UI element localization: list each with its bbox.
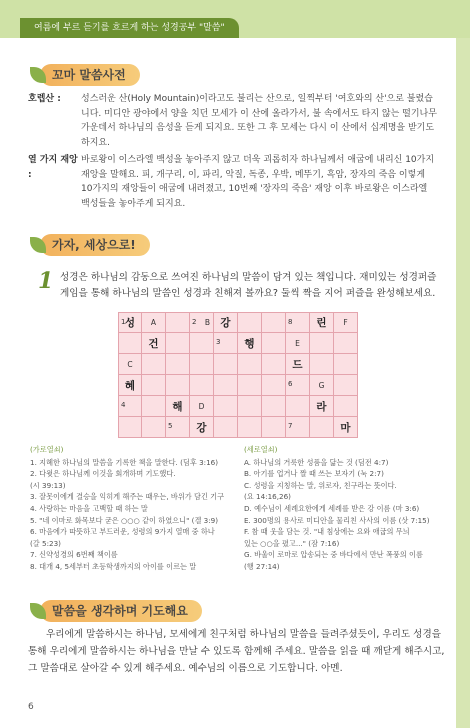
crossword-cell: [334, 375, 358, 396]
cell-character: 성: [124, 317, 136, 329]
crossword-cell: [190, 396, 214, 417]
clue-item: G. 바울이 로마로 압송되는 중 바다에서 만난 폭풍의 이름 (행 27:14): [244, 550, 423, 571]
dictionary-entry: [28, 153, 438, 211]
crossword-cell: [286, 396, 310, 417]
prayer-text: 우리에게 말씀하시는 하나님, 모세에게 친구처럼 하나님의 말씀을 들려주셨듯이, 우리도 성경을 통해 우리에게 말씀하시는 하나님을 만날 수 있도록 함께해 주세요. 말씀을 읽을 때 깨닫게 해주시고, 그 말씀대로 살아갈 수 있게 해주세요. 예수님의 이름으로 기도합니다. 아멘.: [28, 629, 445, 674]
crossword-cell: [238, 396, 262, 417]
crossword-cell: [334, 333, 358, 354]
crossword-cell: [310, 354, 334, 375]
cell-character: 강: [220, 317, 231, 329]
clue-item: D. 예수님이 세례요한에게 세례를 받은 강 이름 (마 3:6): [244, 503, 420, 513]
dictionary-desc: 바로왕이 이스라엘 백성을 놓아주지 않고 더욱 괴롭히자 하나님께서 애굽에 내리신 10가지 재앙을 말해요. 피, 개구리, 이, 파리, 악질, 독종, 우박, 메뚜기, 흑암, 장자의 죽음 이렇게 10가지의 재앙들이 애굽에 내려졌고, 10번째 '장자의 죽음' 재앙 이후 바로왕은 이스라엘 백성들을 놓아주게 되지요.: [81, 155, 435, 209]
leaf-icon: [30, 237, 46, 253]
crossword-cell: [334, 354, 358, 375]
cell-letter: F: [343, 318, 348, 327]
crossword-cell: [262, 312, 286, 333]
crossword-cell: [118, 312, 142, 333]
crossword-cell: [118, 354, 142, 375]
clue-item: 4. 사랑하는 마음을 고백할 때 하는 말: [30, 503, 148, 513]
clue-item: 2. 다윗은 하나님께 이것을 회개하며 기도했다. (시 39:13): [30, 469, 176, 490]
cell-letter: C: [127, 359, 133, 369]
crossword-cell: [118, 375, 142, 396]
down-clue-list: [244, 457, 444, 573]
crossword-cell: [190, 333, 214, 354]
cell-number: 8: [288, 318, 293, 326]
crossword-cell: [190, 354, 214, 375]
crossword-cell: [142, 375, 166, 396]
crossword-cell: [286, 375, 310, 396]
crossword-cell: [262, 333, 286, 354]
cell-number: 1: [121, 318, 126, 326]
clue-item: B. 아기를 업거나 짤 때 쓰는 보자기 (눅 2:7): [244, 469, 384, 479]
cell-character: 행: [244, 337, 255, 350]
crossword-cell: [214, 354, 238, 375]
crossword-cell: [166, 354, 190, 375]
crossword-cell: [118, 417, 142, 438]
crossword-cell: [118, 333, 142, 354]
crossword-grid: [118, 312, 358, 438]
crossword-cell: [142, 396, 166, 417]
cell-character: 린: [316, 317, 327, 329]
cell-character: 강: [196, 421, 207, 434]
clue-item: 1. 지혜한 하나님의 말씀을 기록한 책을 말한다. (딤후 3:16): [30, 457, 219, 467]
cell-character: 건: [148, 337, 159, 350]
cell-letter: G: [318, 380, 325, 390]
clue-item: 3. 잘못이에게 결승을 익히게 해주는 때우는, 바위가 담긴 기구: [30, 492, 225, 502]
section-title-text: 가자, 세상으로!: [52, 238, 136, 252]
crossword-cell: [238, 333, 262, 354]
clue-item: 8. 대개 4, 5세부터 초등학생까지의 아이를 이르는 말: [30, 561, 197, 571]
cell-number: 7: [288, 422, 293, 430]
section-title-dictionary: [40, 64, 140, 86]
dictionary-term: 열 가지 재앙 :: [28, 155, 78, 180]
section-title-text: 꼬마 말씀사전: [52, 68, 126, 82]
across-clues: [30, 444, 238, 573]
crossword-cell: [334, 312, 358, 333]
crossword-cell: [166, 312, 190, 333]
cell-number: 3: [216, 338, 221, 346]
crossword-cell: [310, 312, 334, 333]
clue-item: E. 300명의 용사로 미디안을 물리친 사사의 이름 (삿 7:15): [244, 515, 430, 525]
dictionary-entry: [28, 92, 438, 150]
running-title: 여름에 부르 듣기를 흐르게 하는 성경공부 "말씀": [20, 18, 239, 38]
crossword-cell: [238, 354, 262, 375]
cell-letter: E: [295, 338, 300, 348]
crossword-cell: [166, 417, 190, 438]
clue-item: 5. "네 이마로 화목보다 굳은 ○○○ 같이 하였으니" (겔 3:9): [30, 515, 219, 525]
down-clues-heading: (세로열쇠): [244, 445, 278, 454]
cell-number: 4: [121, 401, 126, 409]
cell-character: 드: [292, 358, 303, 371]
cell-number: 2: [192, 318, 197, 326]
crossword-cell: [310, 396, 334, 417]
crossword-cell: [214, 417, 238, 438]
crossword-cell: [334, 396, 358, 417]
crossword-cell: [238, 417, 262, 438]
across-clue-list: [30, 457, 238, 573]
crossword-cell: [334, 417, 358, 438]
crossword-cell: [166, 396, 190, 417]
question-number: 1: [38, 268, 54, 294]
crossword-cell: [142, 417, 166, 438]
crossword-cell: [142, 333, 166, 354]
cell-character: 해: [172, 400, 183, 413]
leaf-icon: [30, 67, 46, 83]
cell-character: 마: [340, 421, 351, 434]
dictionary-desc: 성스러운 산(Holy Mountain)이라고도 불리는 산으로, 일찍부터 '여호와의 산'으로 불렸습니다. 미디안 광야에서 양을 치던 모세가 이 산에 올라가서, 불 속에서도 타지 않는 떨기나무 가운데서 하나님의 음성을 듣게 되지요. 또한 그 후 모세는 다시 이 산에서 십계명을 받기도 하지요.: [81, 94, 437, 148]
section-title-text: 말씀을 생각하며 기도해요: [52, 604, 188, 618]
clue-item: 6. 마음에가 따뜻하고 부드러운, 성령의 9가지 열매 중 하나 (갈 5:23): [30, 527, 215, 548]
crossword-cell: [214, 396, 238, 417]
cell-number: 6: [288, 380, 293, 388]
crossword-cell: [286, 417, 310, 438]
crossword-cell: [310, 333, 334, 354]
clue-item: A. 하나님의 거룩한 성품을 닮는 것 (딤전 4:7): [244, 457, 389, 467]
crossword-cell: [286, 312, 310, 333]
cell-character: 라: [316, 400, 327, 413]
crossword-cell: [118, 396, 142, 417]
side-stripe: [456, 0, 470, 728]
crossword-cell: [310, 417, 334, 438]
crossword-cell: [142, 354, 166, 375]
question-text: 성경은 하나님의 감동으로 쓰여진 하나님의 말씀이 담겨 있는 책입니다. 재미있는 성경퍼즐 게임을 통해 하나님의 말씀인 성경과 친해져 볼까요? 둘씩 짝을 지어 퍼즐을 완성해보세요.: [60, 272, 437, 299]
crossword-cell: [238, 375, 262, 396]
crossword-cell: [190, 312, 214, 333]
crossword-cell: [262, 375, 286, 396]
crossword-cell: [190, 417, 214, 438]
clue-item: 7. 신약성경의 6번째 책이름: [30, 550, 118, 560]
cell-letter: B: [204, 318, 210, 327]
clue-item: C. 성령을 지칭하는 말, 위로자, 친구라는 뜻이다. (요 14:16,26): [244, 480, 397, 502]
dictionary-term: 호렙산 :: [28, 94, 61, 104]
crossword-cell: [310, 375, 334, 396]
crossword-cell: [262, 354, 286, 375]
crossword-cell: [166, 375, 190, 396]
section-title-activity: [40, 234, 150, 256]
crossword-cell: [214, 333, 238, 354]
crossword-cell: [214, 312, 238, 333]
crossword-cell: [214, 375, 238, 396]
crossword-cell: [286, 354, 310, 375]
down-clues: [244, 444, 444, 573]
crossword-cell: [286, 333, 310, 354]
crossword-cell: [166, 333, 190, 354]
cell-letter: A: [150, 318, 157, 327]
page-number: 6: [28, 702, 34, 712]
crossword-cell: [142, 312, 166, 333]
dictionary-box: [28, 92, 438, 214]
crossword-cell: [262, 396, 286, 417]
section-title-prayer: [40, 600, 202, 622]
clue-item: F. 참 때 웃을 담는 것. "내 침상에는 요와 애굽의 무늬 있는 ○○을 폈고..." (잠 7:16): [244, 527, 410, 548]
cell-character: 혜: [124, 379, 136, 392]
crossword-cell: [238, 312, 262, 333]
crossword-cell: [262, 417, 286, 438]
cell-number: 5: [168, 422, 173, 430]
leaf-icon: [30, 603, 46, 619]
cell-letter: D: [198, 401, 205, 411]
crossword-cell: [190, 375, 214, 396]
across-clues-heading: (가로열쇠): [30, 445, 64, 454]
